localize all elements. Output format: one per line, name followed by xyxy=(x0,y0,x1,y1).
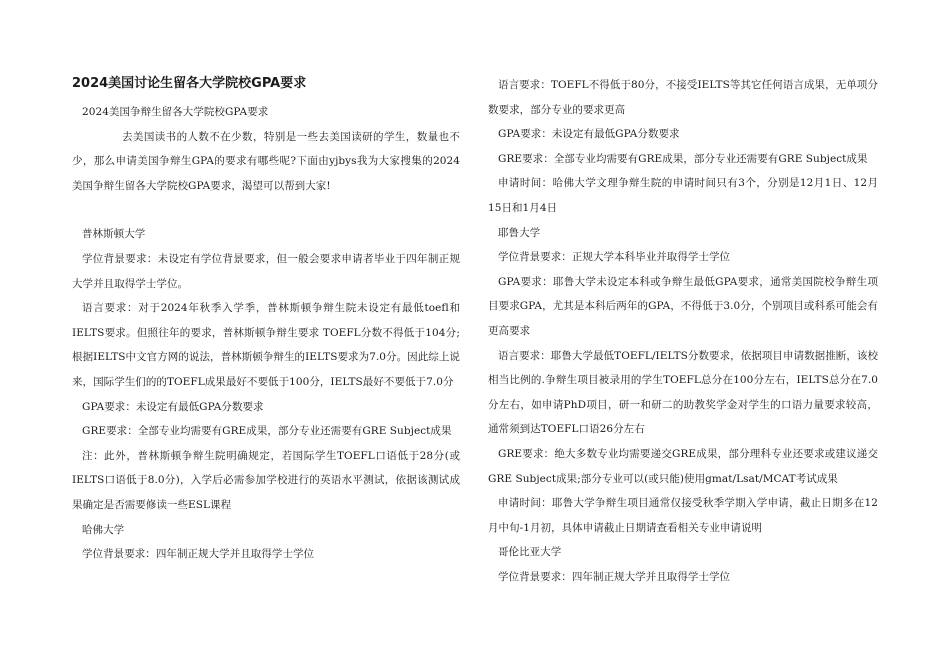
harvard-gpa-paragraph: GPA要求：未设定有最低GPA分数要求 xyxy=(498,128,680,141)
princeton-note-paragraph: 注：此外，普林斯顿争辩生院明确规定，若国际学生TOEFL口语低于28分(或IELTS口语低于8.0分)，入学后必需参加学校进行的英语水平测试，依据该测试成果确定是否需要修读一些ESL课程 xyxy=(72,449,460,511)
section-heading-yale: 耶鲁大学 xyxy=(498,226,541,239)
left-column xyxy=(72,100,460,567)
harvard-degree-paragraph: 学位背景要求：四年制正规大学并且取得学士学位 xyxy=(82,548,315,561)
columbia-degree-paragraph: 学位背景要求：四年制正规大学并且取得学士学位 xyxy=(498,570,731,583)
princeton-language-paragraph: 语言要求：对于2024年秋季入学季，普林斯顿争辩生院未设定有最低toefl和IELTS要求。但照往年的要求，普林斯顿争辩生要求 TOEFL分数不得低于104分;根据IELTS中文官方网的说法，普林斯顿争辩生的IELTS要求为7.0分。因此综上说来，国际学生们的的TOEFL成果最好不要低于100分，IELTS最好不要低于7.0分 xyxy=(72,302,460,388)
princeton-degree-paragraph: 学位背景要求：未设定有学位背景要求，但一般会要求申请者毕业于四年制正规大学并且取得学士学位。 xyxy=(72,252,460,290)
princeton-gpa-paragraph: GPA要求：未设定有最低GPA分数要求 xyxy=(82,400,264,413)
princeton-gre-paragraph: GRE要求：全部专业均需要有GRE成果，部分专业还需要有GRE Subject成果 xyxy=(82,425,452,438)
yale-deadline-paragraph: 申请时间：耶鲁大学争辩生项目通常仅接受秋季学期入学申请，截止日期多在12月中旬-1月初，具体申请截止日期请查看相关专业申请说明 xyxy=(488,497,878,534)
yale-language-paragraph: 语言要求：耶鲁大学最低TOEFL/IELTS分数要求，依据项目申请数据推断，该校相当比例的.争辩生项目被录用的学生TOEFL总分在100分左右，IELTS总分在7.0分左右，如申请PhD项目，研一和研二的助教奖学金对学生的口语力量要求较高，通常须到达TOEFL口语26分左右 xyxy=(488,349,878,436)
harvard-language-paragraph: 语言要求：TOEFL不得低于80分，不接受IELTS等其它任何语言成果，无单项分数要求，部分专业的要求更高 xyxy=(488,79,878,116)
subtitle-paragraph: 2024美国争辩生留各大学院校GPA要求 xyxy=(82,106,269,118)
blank-line xyxy=(72,198,460,222)
harvard-deadline-paragraph: 申请时间：哈佛大学文理争辩生院的申请时间只有3个，分别是12月1日、12月15日和1月4日 xyxy=(488,177,878,214)
harvard-gre-paragraph: GRE要求：全部专业均需要有GRE成果，部分专业还需要有GRE Subject成果 xyxy=(498,152,868,165)
yale-gre-paragraph: GRE要求：绝大多数专业均需要递交GRE成果，部分理科专业还要求或建议递交GRE Subject成果;部分专业可以(或只能)使用gmat/Lsat/MCAT考试成果 xyxy=(488,447,878,485)
section-heading-princeton: 普林斯顿大学 xyxy=(82,228,146,241)
right-column xyxy=(488,73,878,589)
document-title: 2024美国讨论生留各大学院校GPA要求 xyxy=(72,76,307,91)
section-heading-columbia: 哥伦比亚大学 xyxy=(498,546,562,559)
intro-paragraph: 去美国读书的人数不在少数，特别是一些去美国读研的学生，数量也不少，那么申请美国争辩生GPA的要求有哪些呢?下面由yjbys我为大家搜集的2024美国争辩生留各大学院校GPA要求，渴望可以帮到大家! xyxy=(72,130,460,192)
yale-gpa-paragraph: GPA要求：耶鲁大学未设定本科或争辩生最低GPA要求，通常美国院校争辩生项目要求GPA，尤其是本科后两年的GPA，不得低于3.0分，个别项目或科系可能会有更高要求 xyxy=(488,275,878,337)
yale-degree-paragraph: 学位背景要求：正规大学本科毕业并取得学士学位 xyxy=(498,251,731,264)
section-heading-harvard: 哈佛大学 xyxy=(82,523,125,536)
